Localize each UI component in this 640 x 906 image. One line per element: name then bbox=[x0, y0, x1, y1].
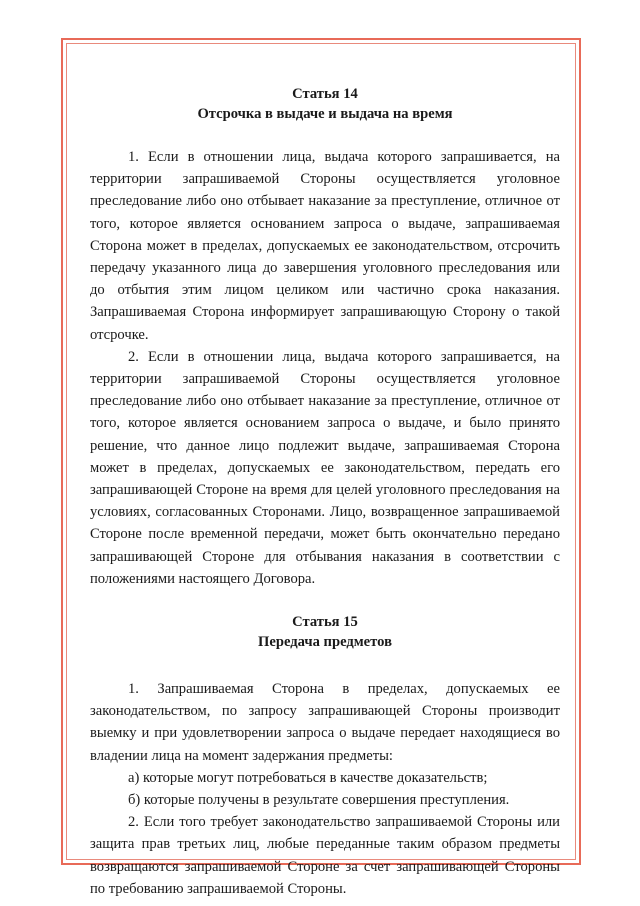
document-body bbox=[90, 84, 560, 900]
article-15-paragraph-2: 2. Если того требует законодательство запрашиваемой Стороны или защита прав третьих лиц, любые переданные таким образом предметы возвращаются запрашиваемой Стороне за счет запрашивающей Стороны по требованию запрашиваемой Стороны. bbox=[90, 814, 560, 897]
article-15-title: Передача предметов bbox=[258, 634, 392, 651]
article-15-item-a: а) которые могут потребоваться в качестве доказательств; bbox=[128, 769, 488, 786]
article-15-paragraph-1: 1. Запрашиваемая Сторона в пределах, допускаемых ее законодательством, по запросу запрашивающей Стороны производит выемку и при удовлетворении запроса о выдаче передает находящиеся во владении лица на момент задержания предметы: bbox=[90, 681, 560, 764]
article-14-number: Статья 14 bbox=[292, 86, 358, 102]
article-14-paragraph-1: 1. Если в отношении лица, выдача которого запрашивается, на территории запрашиваемой Стороны осуществляется уголовное преследование либо оно отбывает наказание за преступление, отличное от того, которое является основанием запроса о выдаче, запрашиваемая Сторона может в пределах, допускаемых ее законодательством, отсрочить передачу указанного лица до завершения уголовного преследования или до отбытия этим лицом целиком или частично срока наказания. Запрашиваемая Сторона информирует запрашивающую Сторону о такой отсрочке. bbox=[90, 149, 560, 343]
article-14-title: Отсрочка в выдаче и выдача на время bbox=[197, 106, 453, 122]
article-14-heading bbox=[90, 84, 560, 124]
article-14-paragraph-2: 2. Если в отношении лица, выдача которого запрашивается, на территории запрашиваемой Стороны осуществляется уголовное преследование либо оно отбывает наказание за преступление, отличное от того, которое является основанием запроса о выдаче, и было принято решение, что данное лицо подлежит выдаче, запрашиваемая Сторона может в пределах, допускаемых ее законодательством, передать его запрашивающей Стороне на время для целей уголовного преследования на условиях, согласованных Сторонами. Лицо, возвращенное запрашиваемой Стороне после временной передачи, может быть окончательно передано запрашивающей Стороне для отбывания наказания в соответствии с положениями настоящего Договора. bbox=[90, 348, 560, 587]
article-15-item-b: б) которые получены в результате совершения преступления. bbox=[128, 792, 510, 809]
article-15-heading bbox=[90, 612, 560, 652]
article-15-number: Статья 15 bbox=[292, 614, 358, 631]
